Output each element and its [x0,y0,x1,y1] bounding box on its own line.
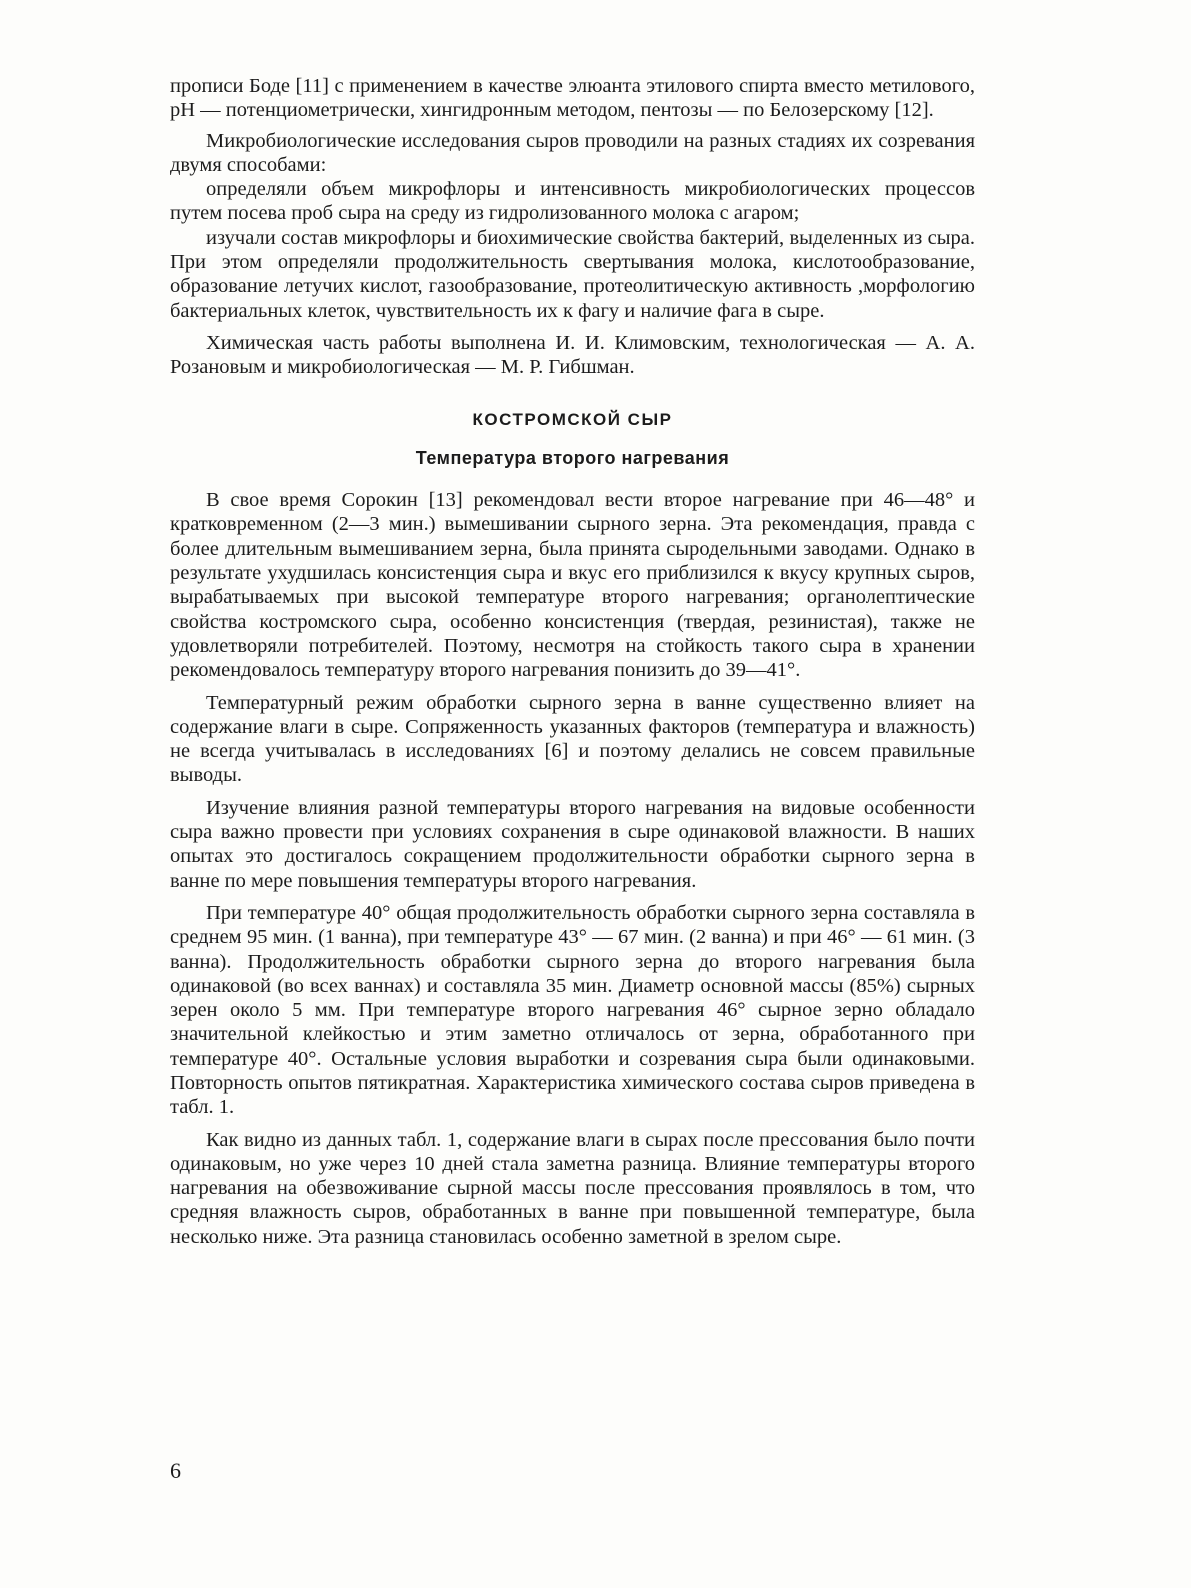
paragraph-method-one: определяли объем микрофлоры и интенсивность микробиологических процессов путем посева проб сыра на среду из гидролизованного молока с агаром; [170,178,975,225]
paragraph-microbiology-intro: Микробиологические исследования сыров проводили на разных стадиях их созревания двумя способами: [170,129,975,176]
subsection-title: Температура второго нагревания [415,447,730,468]
paragraph-method-two: изучали состав микрофлоры и биохимические свойства бактерий, выделенных из сыра. При этом определяли продолжительность свертывания молока, кислотообразование, образование летучих кислот, газообразование, протеолитическую активность ,морфологию бактериальных клеток, чувствительность их к фагу и наличие фага в сыре. [170,226,975,322]
page-number: 6 [170,1458,181,1483]
paragraph-credits: Химическая часть работы выполнена И. И. Климовским, технологическая — А. А. Розановым и микробиологическая — М. Р. Гибшман. [170,331,975,379]
paragraph-temperature-regime: Температурный режим обработки сырного зерна в ванне существенно влияет на содержание влаги в сыре. Сопряженность указанных факторов (температура и влажность) не всегда учитывалась в исследованиях [6] и поэтому делались не совсем правильные выводы. [170,691,975,787]
paragraph-methods-continued: прописи Боде [11] с применением в качестве элюанта этилового спирта вместо метилового, pH — потенциометрически, хингидронным методом, пентозы — по Белозерскому [12]. [170,75,975,122]
section-title: КОСТРОМСКОЙ СЫР [472,409,673,429]
paragraph-study-conditions: Изучение влияния разной температуры второго нагревания на видовые особенности сыра важно провести при условиях сохранения в сыре одинаковой влажности. В наших опытах это достигалось сокращением продолжительности обработки сырного зерна в ванне по мере повышения температуры второго нагревания. [170,796,975,892]
paragraph-table-discussion: Как видно из данных табл. 1, содержание влаги в сырах после прессования было почти одинаковым, но уже через 10 дней стала заметна разница. Влияние температуры второго нагревания на обезвоживание сырной массы после прессования проявлялось в том, что средняя влажность сыров, обработанных в ванне при повышенной температуре, была несколько ниже. Эта разница становилась особенно заметной в зрелом сыре. [170,1128,975,1248]
paragraph-sorokin: В свое время Сорокин [13] рекомендовал вести второе нагревание при 46—48° и кратковременном (2—3 мин.) вымешивании сырного зерна. Эта рекомендация, правда с более длительным вымешиванием зерна, была принята сыродельными заводами. Однако в результате ухудшилась консистенция сыра и вкус его приблизился к вкусу крупных сыров, вырабатываемых при высокой температуре второго нагревания; органолептические свойства костромского сыра, особенно консистенция (твердая, резинистая), также не удовлетворяли потребителей. Поэтому, несмотря на стойкость такого сыра в хранении рекомендовалось температуру второго нагревания понизить до 39—41°. [170,489,975,682]
text-column [170,74,975,1257]
paragraph-experiment-details: При температуре 40° общая продолжительность обработки сырного зерна составляла в среднем 95 мин. (1 ванна), при температуре 43° — 67 мин. (2 ванна) и при 46° — 61 мин. (3 ванна). Продолжительность обработки сырного зерна до второго нагревания была одинаковой (во всех ваннах) и составляла 35 мин. Диаметр основной массы (85%) сырных зерен около 5 мм. При температуре второго нагревания 46° сырное зерно обладало значительной клейкостью и этим заметно отличалось от зерна, обработанного при температуре 40°. Остальные условия выработки и созревания сыра были одинаковыми. Повторность опытов пятикратная. Характеристика химического состава сыров приведена в табл. 1. [170,901,975,1119]
